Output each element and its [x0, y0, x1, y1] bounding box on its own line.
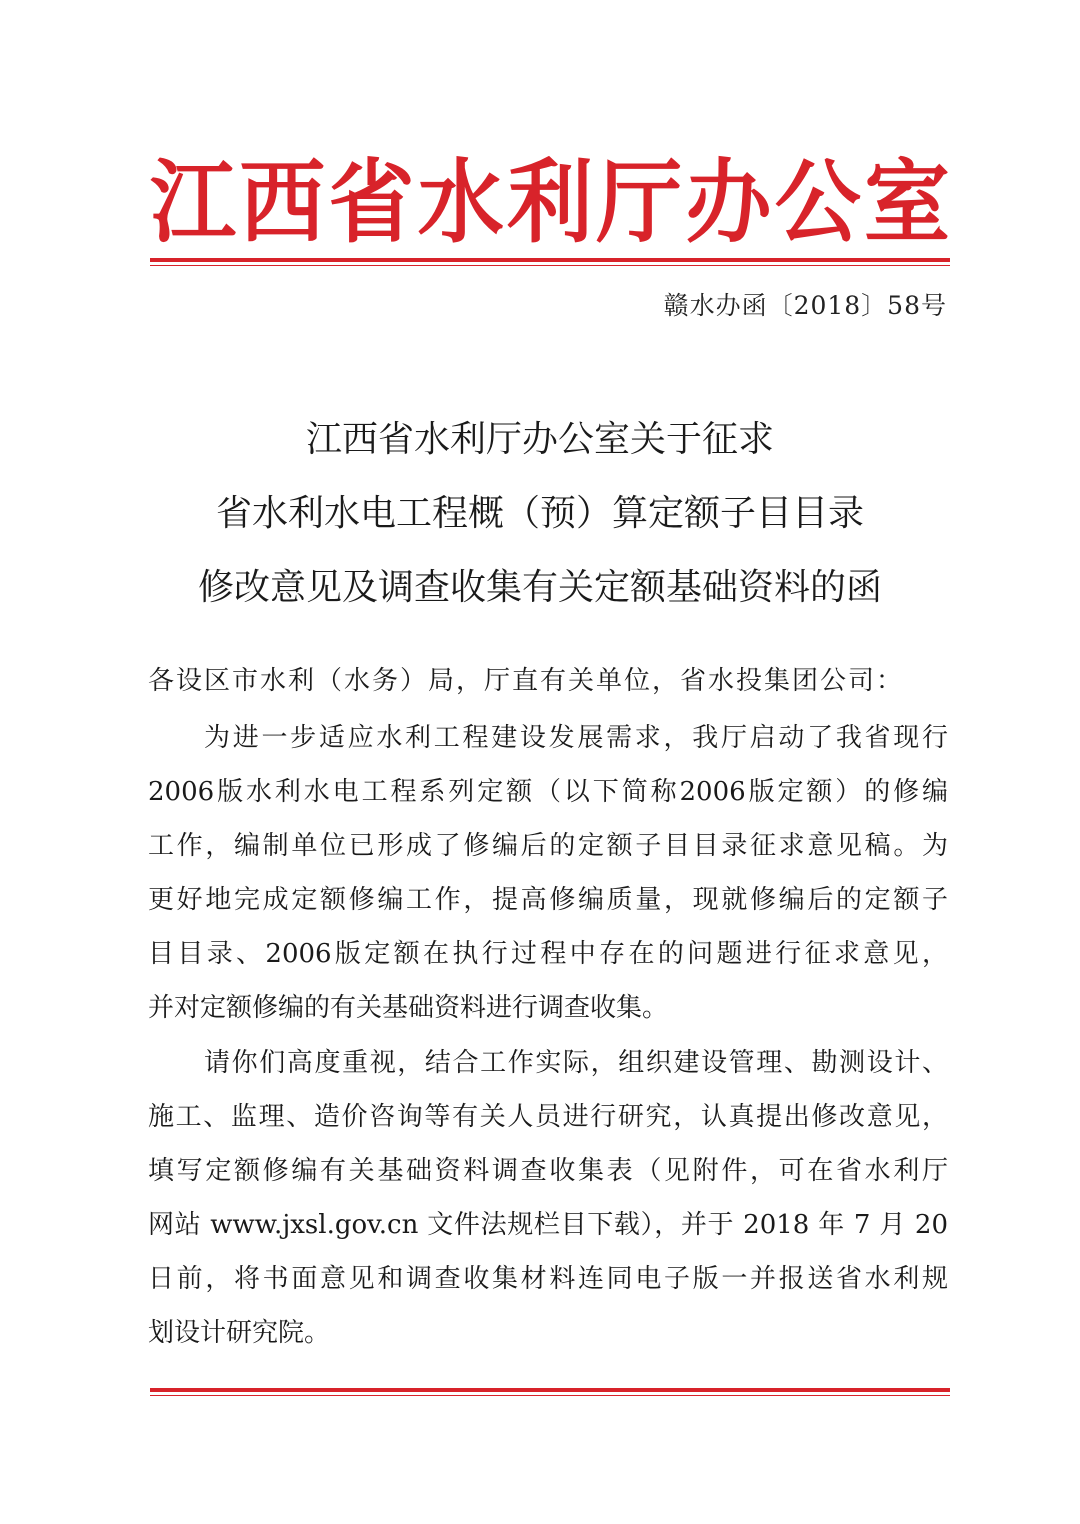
letterhead-char: 江: [150, 150, 236, 256]
paragraph-line: 并对定额修编的有关基础资料进行调查收集。: [148, 993, 669, 1023]
letterhead-char: 利: [507, 150, 593, 256]
document-number: 赣水办函〔2018〕58号: [663, 291, 947, 320]
paragraph-line: 工作，编制单位已形成了修编后的定额子目目录征求意见稿。为: [148, 831, 948, 861]
letterhead-char: 西: [239, 150, 326, 256]
letterhead-divider: [150, 258, 950, 266]
body-paragraph-1: [148, 711, 948, 1035]
letterhead-title: [150, 148, 950, 258]
paragraph-line: 为进一步适应水利工程建设发展需求，我厅启动了我省现行: [204, 723, 948, 753]
title-line: 江西省水利厅办公室关于征求: [305, 419, 774, 460]
paragraph-line: 填写定额修编有关基础资料调查收集表（见附件，可在省水利厅: [148, 1156, 948, 1186]
paragraph-line: 划设计研究院。: [148, 1318, 331, 1348]
title-line: 省水利水电工程概（预）算定额子目目录: [215, 493, 864, 534]
letterhead-char: 省: [328, 150, 415, 256]
letterhead-char: 室: [864, 150, 950, 256]
letterhead-char: 办: [685, 150, 772, 256]
paragraph-line: 施工、监理、造价咨询等有关人员进行研究，认真提出修改意见，: [148, 1102, 948, 1132]
salutation: 各设区市水利（水务）局，厅直有关单位，省水投集团公司：: [148, 666, 905, 696]
title-line: 修改意见及调查收集有关定额基础资料的函: [197, 567, 882, 608]
letterhead-char: 公: [774, 150, 861, 256]
letterhead-char: 水: [417, 150, 504, 256]
paragraph-line: 目目录、2006版定额在执行过程中存在的问题进行征求意见，: [148, 939, 948, 969]
paragraph-line: 2006版水利水电工程系列定额（以下简称2006版定额）的修编: [148, 777, 948, 807]
footer-divider: [150, 1388, 950, 1396]
document-title: [100, 403, 980, 625]
letterhead-char: 厅: [596, 150, 683, 256]
paragraph-line: 更好地完成定额修编工作，提高修编质量，现就修编后的定额子: [148, 885, 948, 915]
body-paragraph-2: [148, 1036, 948, 1360]
paragraph-line: 日前，将书面意见和调查收集材料连同电子版一并报送省水利规: [148, 1264, 948, 1294]
paragraph-line: 网站 www.jxsl.gov.cn 文件法规栏目下载），并于 2018 年 7 月 20: [148, 1210, 948, 1240]
paragraph-line: 请你们高度重视，结合工作实际，组织建设管理、勘测设计、: [204, 1048, 948, 1078]
